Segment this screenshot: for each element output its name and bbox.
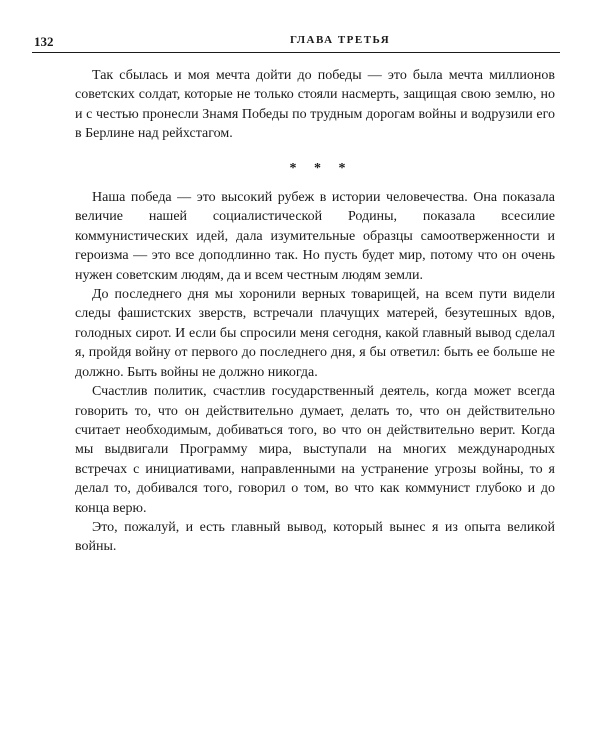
header-rule bbox=[32, 52, 560, 53]
paragraph-2: Наша победа — это высокий рубеж в истории человечества. Она показала величие нашей социалистической Родины, показала всесилие коммунистических идей, дала изумительные образцы самоотверженности и героизма — это все доподлинно так. Но пусть будет мир, потому что он очень нужен советским людям, да и всем честным людям земли. bbox=[75, 190, 555, 283]
text-body bbox=[75, 66, 555, 557]
chapter-title: ГЛАВА ТРЕТЬЯ bbox=[290, 34, 391, 46]
paragraph-4: Счастлив политик, счастлив государственный деятель, когда может всегда говорить то, что он действительно думает, делать то, что он действительно считает необходимым, добиваться того, во что он действительно верит. Когда мы выдвигали Программу мира, выступали на многих международных встречах с инициативами, направленными на устранение угрозы войны, то я делал то, добивался того, говорил о том, во что как коммунист глубоко и до конца верю. bbox=[75, 384, 555, 516]
paragraph-5: Это, пожалуй, и есть главный вывод, который вынес я из опыта великой войны. bbox=[75, 519, 555, 555]
page-number: 132 bbox=[34, 34, 54, 49]
running-header bbox=[34, 34, 559, 50]
section-separator: * * * bbox=[289, 160, 353, 176]
paragraph-3: До последнего дня мы хоронили верных товарищей, на всем пути видели следы фашистских зверств, встречали плачущих матерей, безутешных вдов, голодных сирот. И если бы спросили меня сегодня, какой главный вывод сделал я, пройдя войну от первого до последнего дня, я бы ответил: быть ее больше не должно. Быть войны не должно никогда. bbox=[75, 287, 555, 380]
paragraph-1: Так сбылась и моя мечта дойти до победы — это была мечта миллионов советских солдат, которые не только стояли насмерть, защищая свою землю, но и с честью пронесли Знамя Победы по трудным дорогам войны и водрузили его в Берлине над рейхстагом. bbox=[75, 68, 555, 142]
